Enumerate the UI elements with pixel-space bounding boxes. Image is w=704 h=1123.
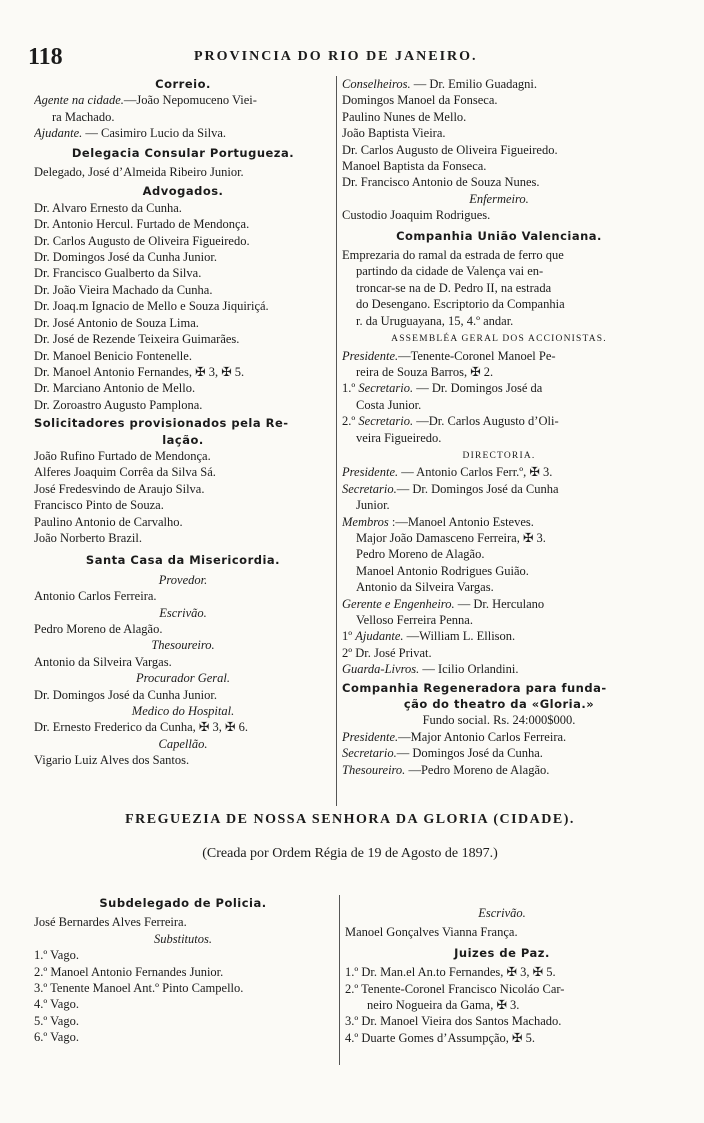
assembleia-secretario-2-cont: veira Figueiredo.	[356, 430, 442, 445]
list-item: Alferes Joaquim Corrêa da Silva Sá.	[34, 465, 216, 480]
list-item: Manoel Antonio Rodrigues Guião.	[356, 563, 529, 578]
list-item: 4.º Vago.	[34, 997, 79, 1012]
assembleia-presidente: Presidente.—Tenente-Coronel Manoel Pe-	[342, 348, 556, 363]
list-item-cont: neiro Nogueira da Gama, ✠ 3.	[367, 998, 520, 1013]
medico-label: Medico do Hospital.	[131, 704, 235, 719]
capellao-label: Capellão.	[158, 736, 208, 751]
list-item: Paulino Antonio de Carvalho.	[34, 514, 183, 529]
left-column	[34, 76, 332, 769]
directoria-presidente: Presidente. — Antonio Carlos Ferr.º, ✠ 3.	[342, 465, 553, 480]
column-divider	[339, 895, 340, 1065]
directoria-membros: Membros :—Manoel Antonio Esteves.	[342, 514, 534, 529]
valenciana-desc-line: r. da Uruguayana, 15, 4.º andar.	[356, 313, 514, 328]
directoria-secretario-cont: Junior.	[356, 498, 390, 513]
directoria-ajudante-2: 2º Dr. José Privat.	[342, 645, 432, 660]
freguezia-subtitle: (Creada por Ordem Régia de 19 de Agosto de 1897.)	[202, 846, 498, 861]
list-item: Dr. Francisco Gualberto da Silva.	[34, 266, 202, 281]
list-item: Dr. Marciano Antonio de Mello.	[34, 381, 196, 396]
right-column	[342, 76, 656, 778]
list-item: Dr. Carlos Augusto de Oliveira Figueiredo.	[34, 233, 250, 248]
list-item: Dr. Carlos Augusto de Oliveira Figueiredo.	[342, 142, 558, 157]
list-item: Francisco Pinto de Souza.	[34, 498, 164, 513]
subdelegado-name: José Bernardes Alves Ferreira.	[34, 915, 187, 930]
list-item: Dr. Joaq.m Ignacio de Mello e Souza Jiquiriçá.	[34, 299, 269, 314]
correio-ajudante: Ajudante. — Casimiro Lucio da Silva.	[34, 126, 226, 141]
directoria-gerente-cont: Velloso Ferreira Penna.	[356, 613, 473, 627]
list-item: Antonio da Silveira Vargas.	[356, 580, 494, 595]
correio-agent: Agente na cidade.—João Nepomuceno Viei-	[34, 93, 257, 108]
running-title: PROVINCIA DO RIO DE JANEIRO.	[194, 49, 478, 64]
substitutos-label: Substitutos.	[154, 931, 212, 946]
delegacia-delegado: Delegado, José d’Almeida Ribeiro Junior.	[34, 165, 244, 180]
list-item: Domingos Manoel da Fonseca.	[342, 93, 498, 108]
directoria-secretario: Secretario.— Dr. Domingos José da Cunha	[342, 481, 559, 496]
list-item: 4.º Duarte Gomes d’Assumpção, ✠ 5.	[345, 1030, 536, 1045]
solicitadores-heading: Solicitadores provisionados pela Re-	[34, 416, 289, 431]
list-item: Dr. Zoroastro Augusto Pamplona.	[34, 397, 203, 412]
correio-agent-cont: ra Machado.	[52, 109, 115, 124]
list-item: 2.º Manoel Antonio Fernandes Junior.	[34, 964, 224, 979]
escrivao-name: Pedro Moreno de Alagão.	[34, 622, 163, 636]
list-item: João Baptista Vieira.	[342, 126, 446, 141]
capellao-name: Vigario Luiz Alves dos Santos.	[34, 753, 190, 768]
santa-casa-heading: Santa Casa da Misericordia.	[85, 553, 281, 568]
assembleia-secretario-1: 1.º Secretario. — Dr. Domingos José da	[342, 381, 543, 396]
juizes-heading: Juizes de Paz.	[454, 945, 550, 960]
directoria-guarda-livros: Guarda-Livros. — Icilio Orlandini.	[342, 662, 519, 677]
assembleia-heading: ASSEMBLÉA GERAL DOS ACCIONISTAS.	[391, 334, 607, 345]
uniao-valenciana-heading: Companhia União Valenciana.	[396, 228, 602, 243]
directoria-ajudante-1: 1º Ajudante. —William L. Ellison.	[342, 629, 516, 644]
valenciana-desc-line: partindo da cidade de Valença vai en-	[356, 264, 544, 279]
list-item: Major João Damasceno Ferreira, ✠ 3.	[356, 530, 546, 545]
regeneradora-thesoureiro: Thesoureiro. —Pedro Moreno de Alagão.	[342, 762, 550, 777]
provedor-label: Provedor.	[158, 572, 208, 587]
list-item: Dr. Alvaro Ernesto da Cunha.	[34, 200, 182, 215]
valenciana-desc-line: Emprezaria do ramal da estrada de ferro que	[342, 248, 564, 263]
valenciana-desc-line: troncar-se na de D. Pedro II, na estrada	[356, 280, 552, 295]
regeneradora-fundo: Fundo social. Rs. 24:000$000.	[422, 713, 576, 728]
list-item: 1.º Vago.	[34, 948, 79, 963]
list-item: João Rufino Furtado de Mendonça.	[34, 448, 211, 463]
regeneradora-heading-cont: ção do theatro da «Gloria.»	[403, 697, 595, 712]
escrivao-name: Manoel Gonçalves Vianna França.	[345, 925, 518, 940]
provedor-name: Antonio Carlos Ferreira.	[34, 589, 157, 604]
correio-heading: Correio.	[155, 77, 211, 91]
list-item: Dr. José Antonio de Souza Lima.	[34, 315, 199, 330]
subdelegado-column	[34, 895, 332, 1046]
enfermeiro-name: Custodio Joaquim Rodrigues.	[342, 208, 491, 223]
regeneradora-heading: Companhia Regeneradora para funda-	[342, 680, 607, 695]
page-number: 118	[28, 44, 63, 70]
thesoureiro-label: Thesoureiro.	[151, 638, 215, 653]
list-item: José Fredesvindo de Araujo Silva.	[34, 481, 205, 496]
list-item: Dr. Francisco Antonio de Souza Nunes.	[342, 175, 540, 190]
assembleia-secretario-1-cont: Costa Junior.	[356, 397, 422, 412]
procurador-name: Dr. Domingos José da Cunha Junior.	[34, 687, 217, 702]
list-item: 6.º Vago.	[34, 1030, 79, 1045]
escrivao-juizes-column	[345, 905, 659, 1046]
list-item: 2.º Tenente-Coronel Francisco Nicoláo Car-	[345, 981, 565, 996]
regeneradora-presidente: Presidente.—Major Antonio Carlos Ferreira.	[342, 729, 567, 744]
list-item: Dr. Manoel Antonio Fernandes, ✠ 3, ✠ 5.	[34, 364, 245, 379]
escrivao-label: Escrivão.	[478, 906, 526, 920]
list-item: Paulino Nunes de Mello.	[342, 109, 467, 124]
regeneradora-secretario: Secretario.— Domingos José da Cunha.	[342, 746, 543, 761]
directoria-heading: DIRECTORIA.	[462, 450, 536, 461]
list-item: 1.º Dr. Man.el An.to Fernandes, ✠ 3, ✠ 5.	[345, 965, 556, 980]
directoria-gerente: Gerente e Engenheiro. — Dr. Herculano	[342, 596, 545, 611]
list-item: Dr. João Vieira Machado da Cunha.	[34, 282, 213, 297]
conselheiros-first: Conselheiros. — Dr. Emilio Guadagni.	[342, 77, 538, 91]
delegacia-heading: Delegacia Consular Portugueza.	[71, 145, 295, 160]
list-item: Dr. Domingos José da Cunha Junior.	[34, 250, 217, 265]
list-item: Manoel Baptista da Fonseca.	[342, 159, 487, 174]
page-header	[28, 44, 678, 72]
procurador-label: Procurador Geral.	[136, 671, 230, 686]
medico-name: Dr. Ernesto Frederico da Cunha, ✠ 3, ✠ 6.	[34, 720, 248, 735]
column-divider	[336, 76, 337, 806]
list-item: Dr. José de Rezende Teixeira Guimarães.	[34, 332, 240, 347]
list-item: 5.º Vago.	[34, 1013, 79, 1028]
list-item: Dr. Antonio Hercul. Furtado de Mendonça.	[34, 217, 250, 232]
list-item: João Norberto Brazil.	[34, 530, 142, 545]
list-item: Dr. Manoel Benicio Fontenelle.	[34, 348, 192, 363]
assembleia-secretario-2: 2.º Secretario. —Dr. Carlos Augusto d’Oli-	[342, 414, 559, 429]
list-item: Pedro Moreno de Alagão.	[356, 547, 485, 562]
solicitadores-list	[34, 448, 332, 546]
thesoureiro-name: Antonio da Silveira Vargas.	[34, 654, 172, 669]
escrivao-label: Escrivão.	[159, 605, 207, 620]
solicitadores-heading-cont: lação.	[162, 432, 204, 447]
advogados-list	[34, 200, 332, 413]
list-item: 3.º Dr. Manoel Vieira dos Santos Machado.	[345, 1014, 562, 1029]
list-item: 3.º Tenente Manoel Ant.º Pinto Campello.	[34, 981, 244, 996]
enfermeiro-label: Enfermeiro.	[469, 191, 529, 206]
freguezia-title: FREGUEZIA DE NOSSA SENHORA DA GLORIA (CIDADE).	[125, 812, 575, 827]
valenciana-desc-line: do Desengano. Escriptorio da Companhia	[356, 297, 565, 312]
assembleia-presidente-cont: reira de Souza Barros, ✠ 2.	[356, 364, 494, 379]
subdelegado-heading: Subdelegado de Policia.	[99, 896, 267, 910]
advogados-heading: Advogados.	[142, 184, 224, 199]
